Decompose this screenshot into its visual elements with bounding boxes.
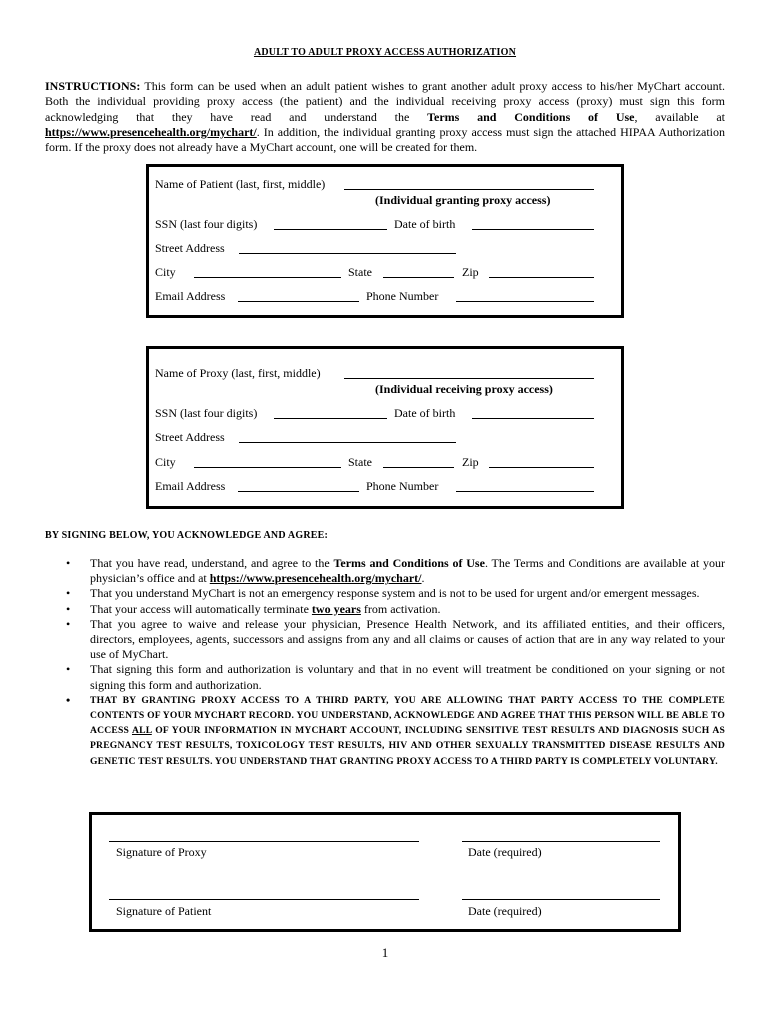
proxy-city-label: City	[155, 455, 176, 469]
bullet-text: That you understand MyChart is not an emergency response system and is not to be used for urgent and/or emergent messages.	[90, 586, 700, 601]
bullet-text: That you agree to waive and release your physician, Presence Health Network, and its affiliated entities, and their officers, directors, employees, agents, successors and assigns from any and all claims or causes of action that are in any way related to your use of MyChart.	[90, 616, 725, 662]
proxy-zip-label: Zip	[462, 455, 479, 469]
proxy-street-label: Street Address	[155, 430, 225, 444]
bullet-icon: •	[66, 692, 71, 707]
terms-reference: Terms and Conditions of Use	[427, 109, 635, 124]
patient-state-label: State	[348, 265, 372, 279]
list-item	[45, 693, 725, 769]
proxy-phone-label: Phone Number	[366, 479, 439, 493]
patient-info-box	[146, 164, 624, 318]
bullet-icon: •	[66, 662, 71, 677]
proxy-dob-label: Date of birth	[394, 406, 456, 420]
patient-ssn-field[interactable]	[274, 229, 387, 230]
mychart-link[interactable]: https://www.presencehealth.org/mychart/	[209, 571, 422, 586]
mychart-link[interactable]: https://www.presencehealth.org/mychart/	[45, 124, 257, 139]
proxy-name-field[interactable]	[344, 378, 594, 379]
page-number: 1	[381, 945, 389, 960]
patient-signature-label: Signature of Patient	[116, 904, 212, 918]
patient-dob-label: Date of birth	[394, 217, 456, 231]
proxy-email-label: Email Address	[155, 479, 226, 493]
proxy-date-line[interactable]	[462, 841, 660, 842]
patient-ssn-label: SSN (last four digits)	[155, 217, 258, 231]
bullet-text: .	[421, 571, 425, 586]
patient-street-label: Street Address	[155, 241, 225, 255]
bullet-icon: •	[66, 601, 71, 616]
proxy-signature-label: Signature of Proxy	[116, 845, 207, 859]
patient-phone-field[interactable]	[456, 301, 594, 302]
proxy-date-label: Date (required)	[468, 845, 542, 859]
proxy-dob-field[interactable]	[472, 418, 594, 419]
patient-name-field[interactable]	[344, 189, 594, 190]
patient-phone-label: Phone Number	[366, 289, 439, 303]
proxy-state-field[interactable]	[383, 467, 454, 468]
patient-dob-field[interactable]	[472, 229, 594, 230]
patient-signature-line[interactable]	[109, 899, 419, 900]
instructions-text-3: . In addition, the individual granting proxy access must sign the attached HIPAA Authorization form. If the proxy does not already have a MyChart account, one will be created for them.	[45, 124, 725, 155]
acknowledgement-heading: BY SIGNING BELOW, YOU ACKNOWLEDGE AND AGREE:	[45, 530, 329, 541]
proxy-email-field[interactable]	[238, 491, 359, 492]
bullet-text: THAT BY GRANTING PROXY ACCESS TO A THIRD PARTY, YOU ARE ALLOWING THAT PARTY ACCESS TO THE COMPLETE CONTENTS OF YOUR MYCHART RECORD. YOU UNDERSTAND, ACKNOWLEDGE AND AGREE THAT THIS PERSON WILL BE ABLE TO ACCESS	[90, 694, 725, 737]
emphasis-all: ALL	[131, 725, 152, 737]
proxy-name-label: Name of Proxy (last, first, middle)	[155, 366, 321, 380]
bullet-icon: •	[66, 586, 71, 601]
patient-street-field[interactable]	[239, 253, 456, 254]
proxy-signature-line[interactable]	[109, 841, 419, 842]
form-title: ADULT TO ADULT PROXY ACCESS AUTHORIZATION	[253, 47, 517, 58]
list-item	[45, 662, 725, 692]
patient-granting-note: (Individual granting proxy access)	[375, 193, 551, 207]
instructions-text-2: , available at	[634, 109, 726, 124]
proxy-info-box	[146, 346, 624, 509]
patient-state-field[interactable]	[383, 277, 454, 278]
proxy-receiving-note: (Individual receiving proxy access)	[375, 382, 553, 396]
patient-date-label: Date (required)	[468, 904, 542, 918]
list-item	[45, 617, 725, 663]
bullet-text: That signing this form and authorization is voluntary and that in no event will treatment be conditioned on your signing or not signing this form and authorization.	[90, 662, 725, 692]
patient-email-label: Email Address	[155, 289, 226, 303]
instructions-text-1: This form can be used when an adult patient wishes to grant another adult proxy access to his/her MyChart account. Both the individual providing proxy access (the patient) and the individual receiving proxy access (proxy) must sign this form acknowledging that they have read and understand the	[45, 79, 725, 124]
proxy-ssn-label: SSN (last four digits)	[155, 406, 258, 420]
bullet-text: That you have read, understand, and agree to the	[90, 556, 334, 570]
bullet-text: OF YOUR INFORMATION IN MYCHART ACCOUNT, INCLUDING SENSITIVE TEST RESULTS AND DIAGNOSIS SUCH AS PREGNANCY TEST RESULTS, TOXICOLOGY TEST RESULTS, HIV AND OTHER SEXUALLY TRANSMITTED DISEASE RESULTS AND GENETIC TEST RESULTS. YOU UNDERSTAND THAT GRANTING PROXY ACCESS TO A THIRD PARTY IS COMPLETELY VOLUNTARY.	[90, 725, 726, 767]
proxy-street-field[interactable]	[239, 442, 456, 443]
bullet-text: . The Terms and Conditions are available at your physician’s office and at	[90, 556, 726, 586]
proxy-ssn-field[interactable]	[274, 418, 387, 419]
patient-zip-label: Zip	[462, 265, 479, 279]
patient-name-label: Name of Patient (last, first, middle)	[155, 177, 326, 191]
proxy-zip-field[interactable]	[489, 467, 594, 468]
patient-city-label: City	[155, 265, 176, 279]
terms-reference: Terms and Conditions of Use	[333, 556, 485, 570]
patient-city-field[interactable]	[194, 277, 341, 278]
acknowledgement-list	[45, 556, 725, 769]
instructions-lead: INSTRUCTIONS:	[45, 79, 141, 93]
term-duration: two years	[311, 601, 361, 616]
signature-box	[89, 812, 681, 932]
patient-date-line[interactable]	[462, 899, 660, 900]
proxy-city-field[interactable]	[194, 467, 341, 468]
proxy-state-label: State	[348, 455, 372, 469]
instructions	[45, 79, 725, 155]
patient-email-field[interactable]	[238, 301, 359, 302]
bullet-text: That your access will automatically terminate	[90, 601, 312, 616]
bullet-icon: •	[66, 556, 71, 570]
bullet-icon: •	[66, 616, 71, 631]
list-item	[45, 602, 725, 617]
patient-zip-field[interactable]	[489, 277, 594, 278]
list-item	[45, 586, 725, 601]
proxy-phone-field[interactable]	[456, 491, 594, 492]
bullet-text: from activation.	[360, 601, 441, 616]
list-item	[45, 556, 725, 586]
